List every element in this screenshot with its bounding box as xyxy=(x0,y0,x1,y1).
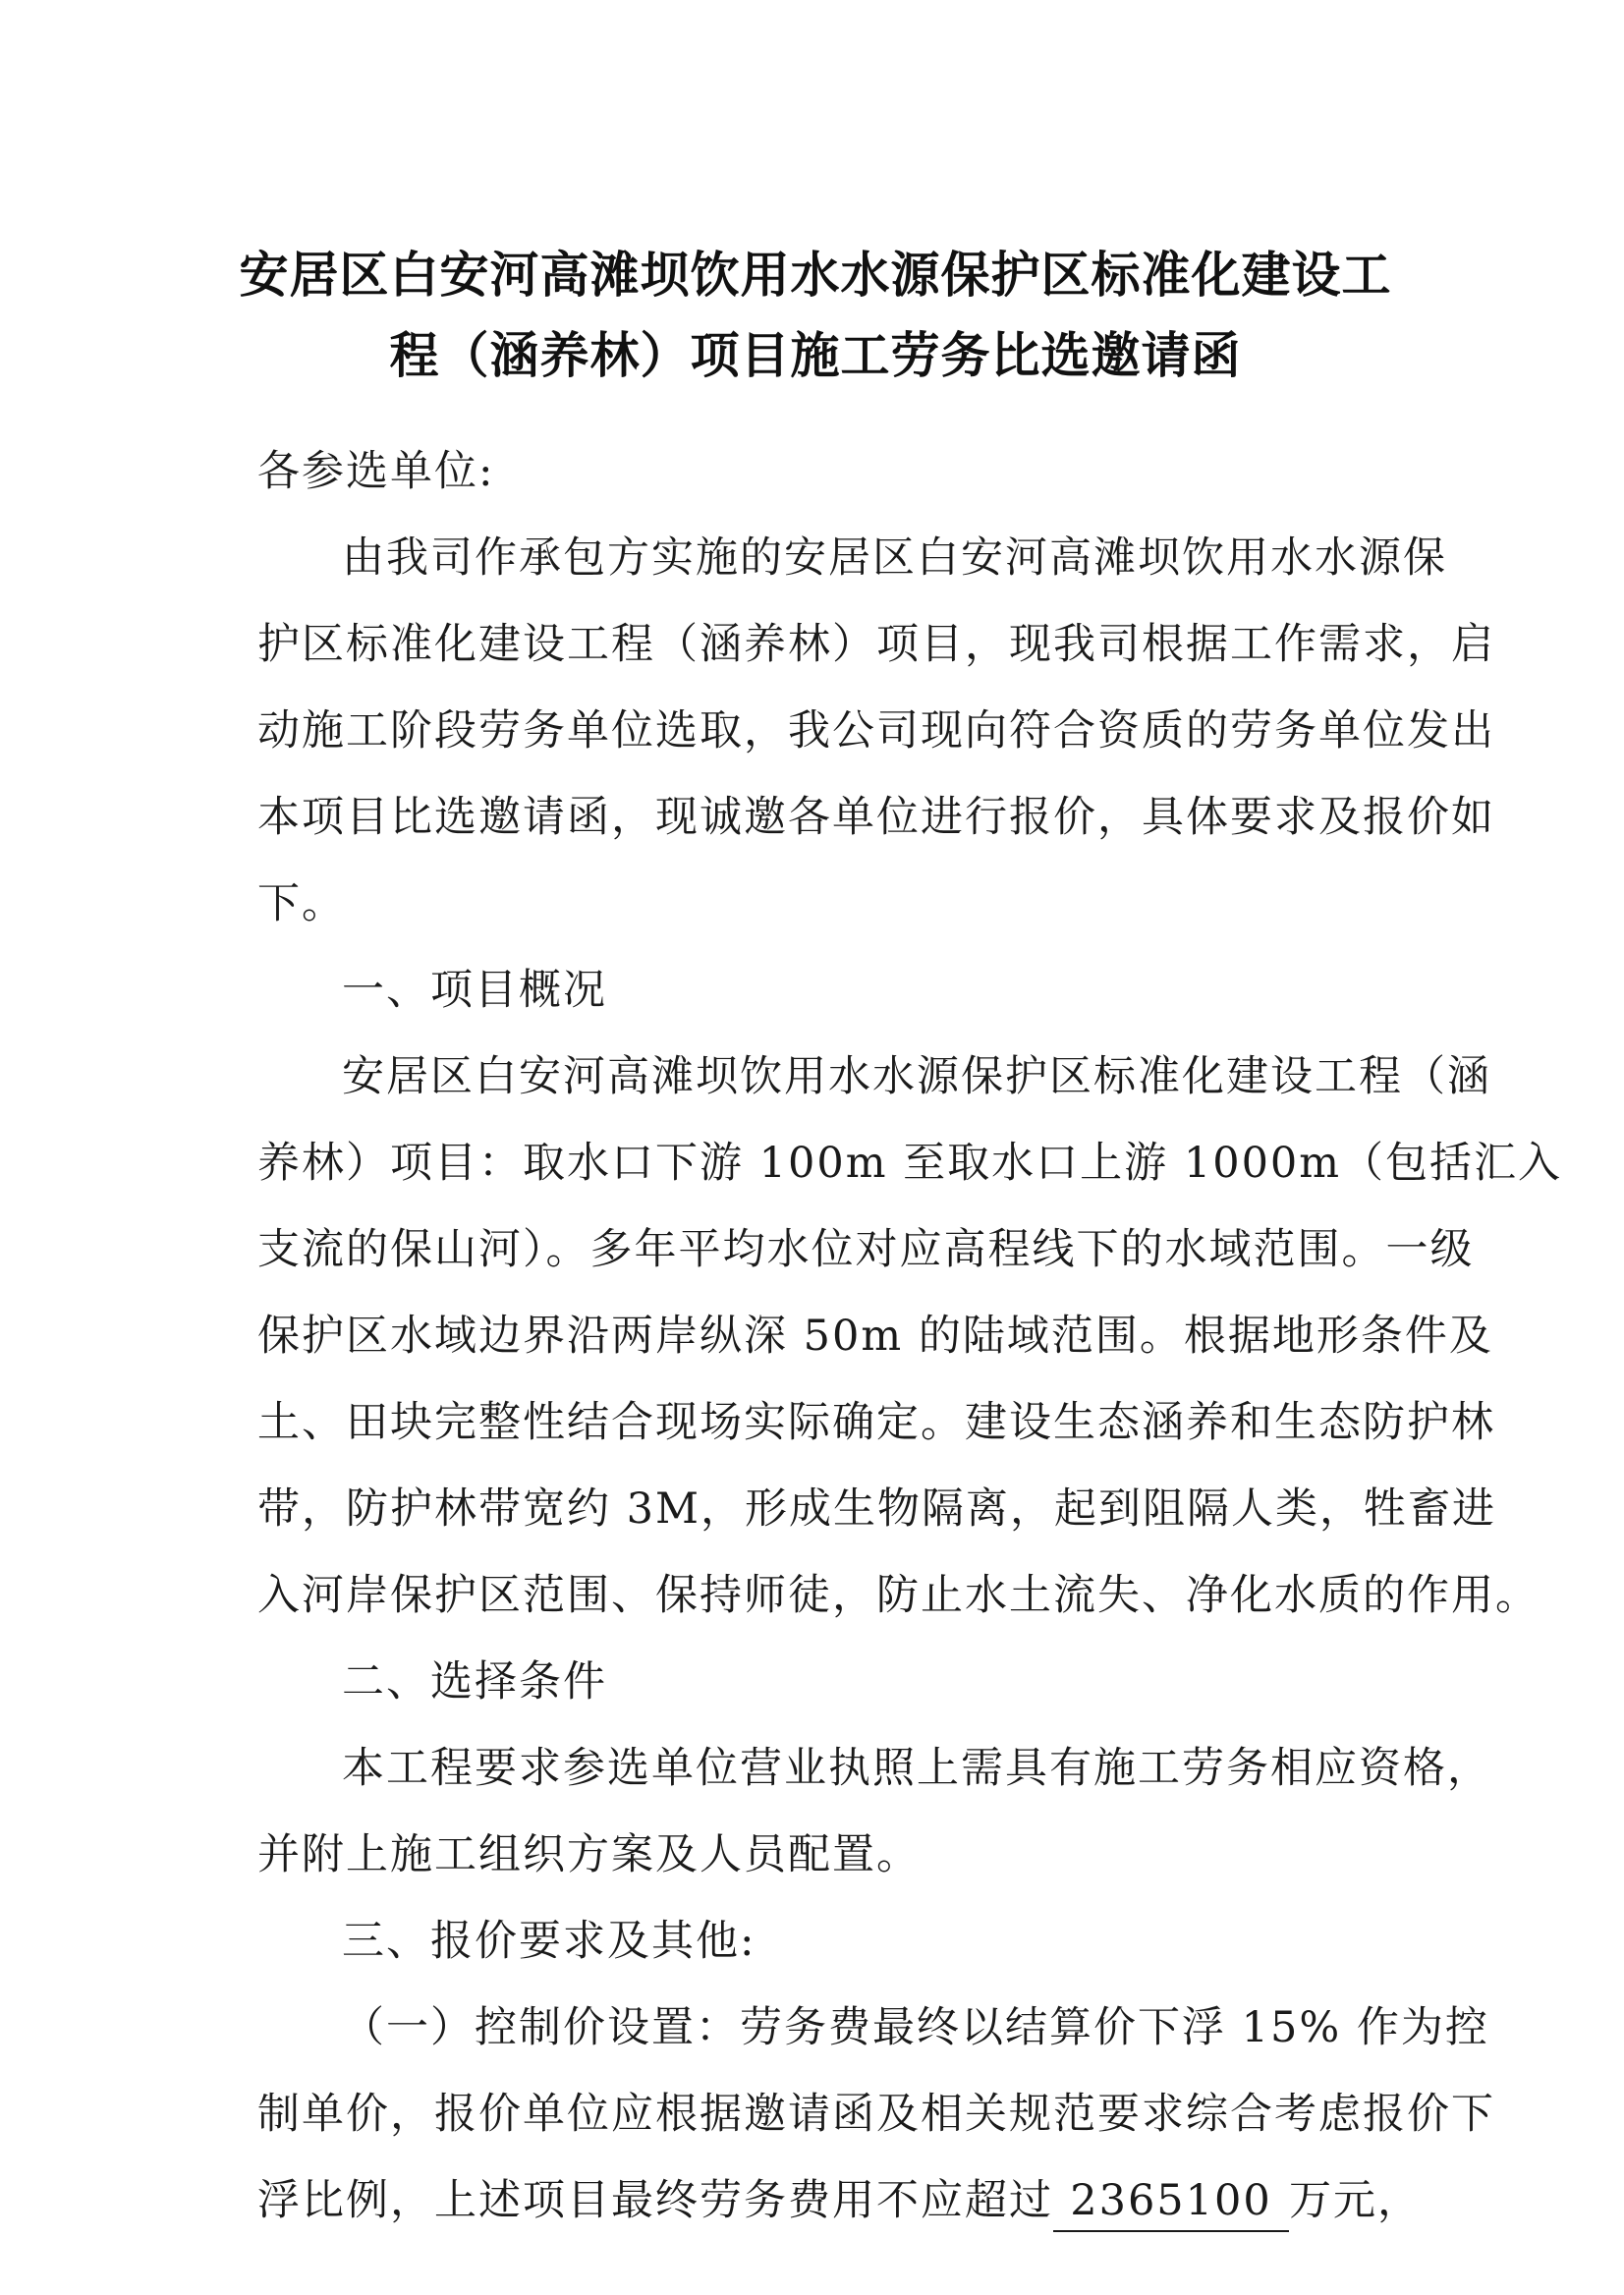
quotation-amount-value: 2365100 xyxy=(1053,2171,1289,2232)
overview-line: 带，防护林带宽约 3M，形成生物隔离，起到阻隔人类，牲畜进 xyxy=(257,1484,1497,1534)
section-heading-quotation: 三、报价要求及其他: xyxy=(342,1917,756,1966)
document-title-line-2: 程（涵养林）项目施工劳务比选邀请函 xyxy=(389,327,1242,384)
intro-line: 由我司作承包方实施的安居区白安河高滩坝饮用水水源保 xyxy=(342,533,1447,583)
overview-line: 入河岸保护区范围、保持师徒，防止水土流失、净化水质的作用。 xyxy=(257,1571,1540,1620)
quotation-amount-suffix: 万元， xyxy=(1289,2176,1422,2225)
intro-line: 护区标准化建设工程（涵养林）项目，现我司根据工作需求，启 xyxy=(257,620,1495,669)
conditions-line: 本工程要求参选单位营业执照上需具有施工劳务相应资格， xyxy=(342,1744,1491,1793)
overview-line: 养林）项目：取水口下游 100m 至取水口上游 1000m（包括汇入 xyxy=(257,1139,1563,1188)
intro-line: 本项目比选邀请函，现诚邀各单位进行报价，具体要求及报价如 xyxy=(257,793,1495,842)
section-heading-overview: 一、项目概况 xyxy=(342,966,607,1015)
document-title-line-1: 安居区白安河高滩坝饮用水水源保护区标准化建设工 xyxy=(239,247,1392,304)
intro-line: 动施工阶段劳务单位选取，我公司现向符合资质的劳务单位发出 xyxy=(257,706,1495,756)
overview-line: 保护区水域边界沿两岸纵深 50m 的陆域范围。根据地形条件及 xyxy=(257,1312,1493,1361)
intro-line: 下。 xyxy=(257,879,346,928)
overview-line: 安居区白安河高滩坝饮用水水源保护区标准化建设工程（涵 xyxy=(342,1052,1491,1101)
quotation-line-amount xyxy=(257,2157,1422,2244)
salutation: 各参选单位: xyxy=(257,447,495,496)
quotation-line: （一）控制价设置：劳务费最终以结算价下浮 15% 作为控 xyxy=(342,2003,1489,2052)
section-heading-conditions: 二、选择条件 xyxy=(342,1657,607,1707)
conditions-line: 并附上施工组织方案及人员配置。 xyxy=(257,1830,921,1879)
overview-line: 土、田块完整性结合现场实际确定。建设生态涵养和生态防护林 xyxy=(257,1398,1495,1447)
quotation-amount-prefix: 浮比例，上述项目最终劳务费用不应超过 xyxy=(257,2176,1053,2225)
quotation-line: 制单价，报价单位应根据邀请函及相关规范要求综合考虑报价下 xyxy=(257,2090,1495,2139)
overview-line: 支流的保山河）。多年平均水位对应高程线下的水域范围。一级 xyxy=(257,1225,1475,1274)
